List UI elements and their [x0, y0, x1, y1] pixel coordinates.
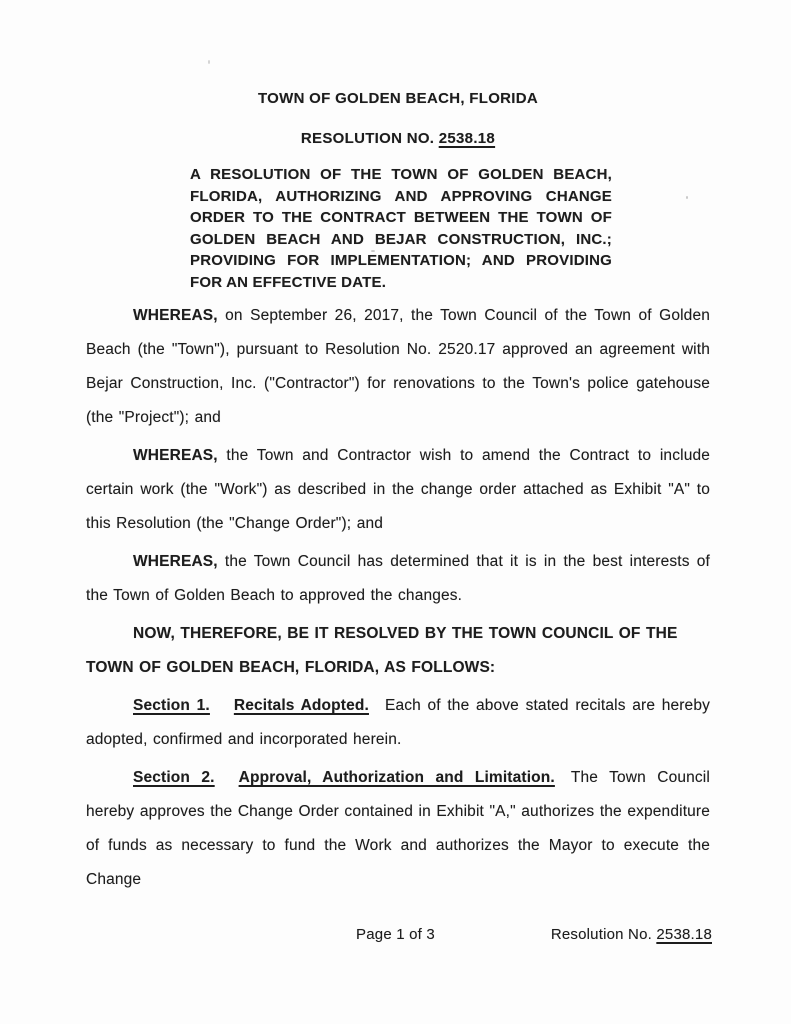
document-title: TOWN OF GOLDEN BEACH, FLORIDA — [257, 90, 539, 107]
whereas-text: the Town and Contractor wish to amend the Contract to include certain work (the "Work") as described in the change order attached as Exhibit "A" to this Resolution (the "Change Order"); and — [86, 447, 710, 532]
section-2-paragraph — [86, 761, 710, 897]
scan-speck — [686, 196, 688, 199]
section-1-paragraph — [86, 689, 710, 757]
whereas-clause-3 — [86, 545, 710, 613]
footer-resolution — [551, 926, 712, 943]
resolved-clause: NOW, THEREFORE, BE IT RESOLVED BY THE TOWN COUNCIL OF THE TOWN OF GOLDEN BEACH, FLORIDA, AS FOLLOWS: — [86, 625, 678, 676]
section-1-body: Each of the above stated recitals are hereby adopted, confirmed and incorporated herein. — [86, 697, 711, 748]
footer-resolution-number: 2538.18 — [656, 926, 712, 943]
whereas-clause-1 — [86, 299, 710, 435]
page-number-label: Page 1 of 3 — [356, 926, 435, 943]
whereas-clause-2 — [86, 439, 710, 541]
resolution-number: 2538.18 — [438, 130, 496, 147]
section-1-number: Section 1. — [133, 697, 210, 714]
whereas-lead: WHEREAS, — [133, 553, 218, 570]
whereas-text: the Town Council has determined that it is in the best interests of the Town of Golden Beach to approved the changes. — [86, 553, 710, 604]
section-2-body: The Town Council hereby approves the Change Order contained in Exhibit "A," authorizes the expenditure of funds as necessary to fund the Work and authorizes the Mayor to execute the Change — [86, 769, 710, 888]
resolution-number-heading — [86, 130, 710, 148]
section-2-number: Section 2. — [133, 769, 215, 786]
scan-speck — [371, 250, 375, 252]
resolution-label: RESOLUTION NO. — [300, 130, 439, 147]
page-footer — [0, 926, 791, 946]
whereas-lead: WHEREAS, — [133, 307, 218, 324]
whereas-lead: WHEREAS, — [133, 447, 218, 464]
resolution-preamble: A RESOLUTION OF THE TOWN OF GOLDEN BEACH, FLORIDA, AUTHORIZING AND APPROVING CHANGE ORDER TO THE CONTRACT BETWEEN THE TOWN OF GOLDEN BEACH AND BEJAR CONSTRUCTION, INC.; PROVIDING FOR IMPLEMENTATION; AND PROVIDING FOR AN EFFECTIVE DATE. — [190, 166, 612, 291]
section-1-heading: Recitals Adopted. — [233, 697, 369, 714]
whereas-text: on September 26, 2017, the Town Council of the Town of Golden Beach (the "Town"), pursuant to Resolution No. 2520.17 approved an agreement with Bejar Construction, Inc. ("Contractor") for renovations to the Town's police gatehouse (the "Project"); and — [86, 307, 710, 426]
footer-resolution-label: Resolution No. — [550, 926, 657, 943]
scan-speck — [208, 60, 210, 64]
section-2-heading: Approval, Authorization and Limitation. — [238, 769, 555, 786]
